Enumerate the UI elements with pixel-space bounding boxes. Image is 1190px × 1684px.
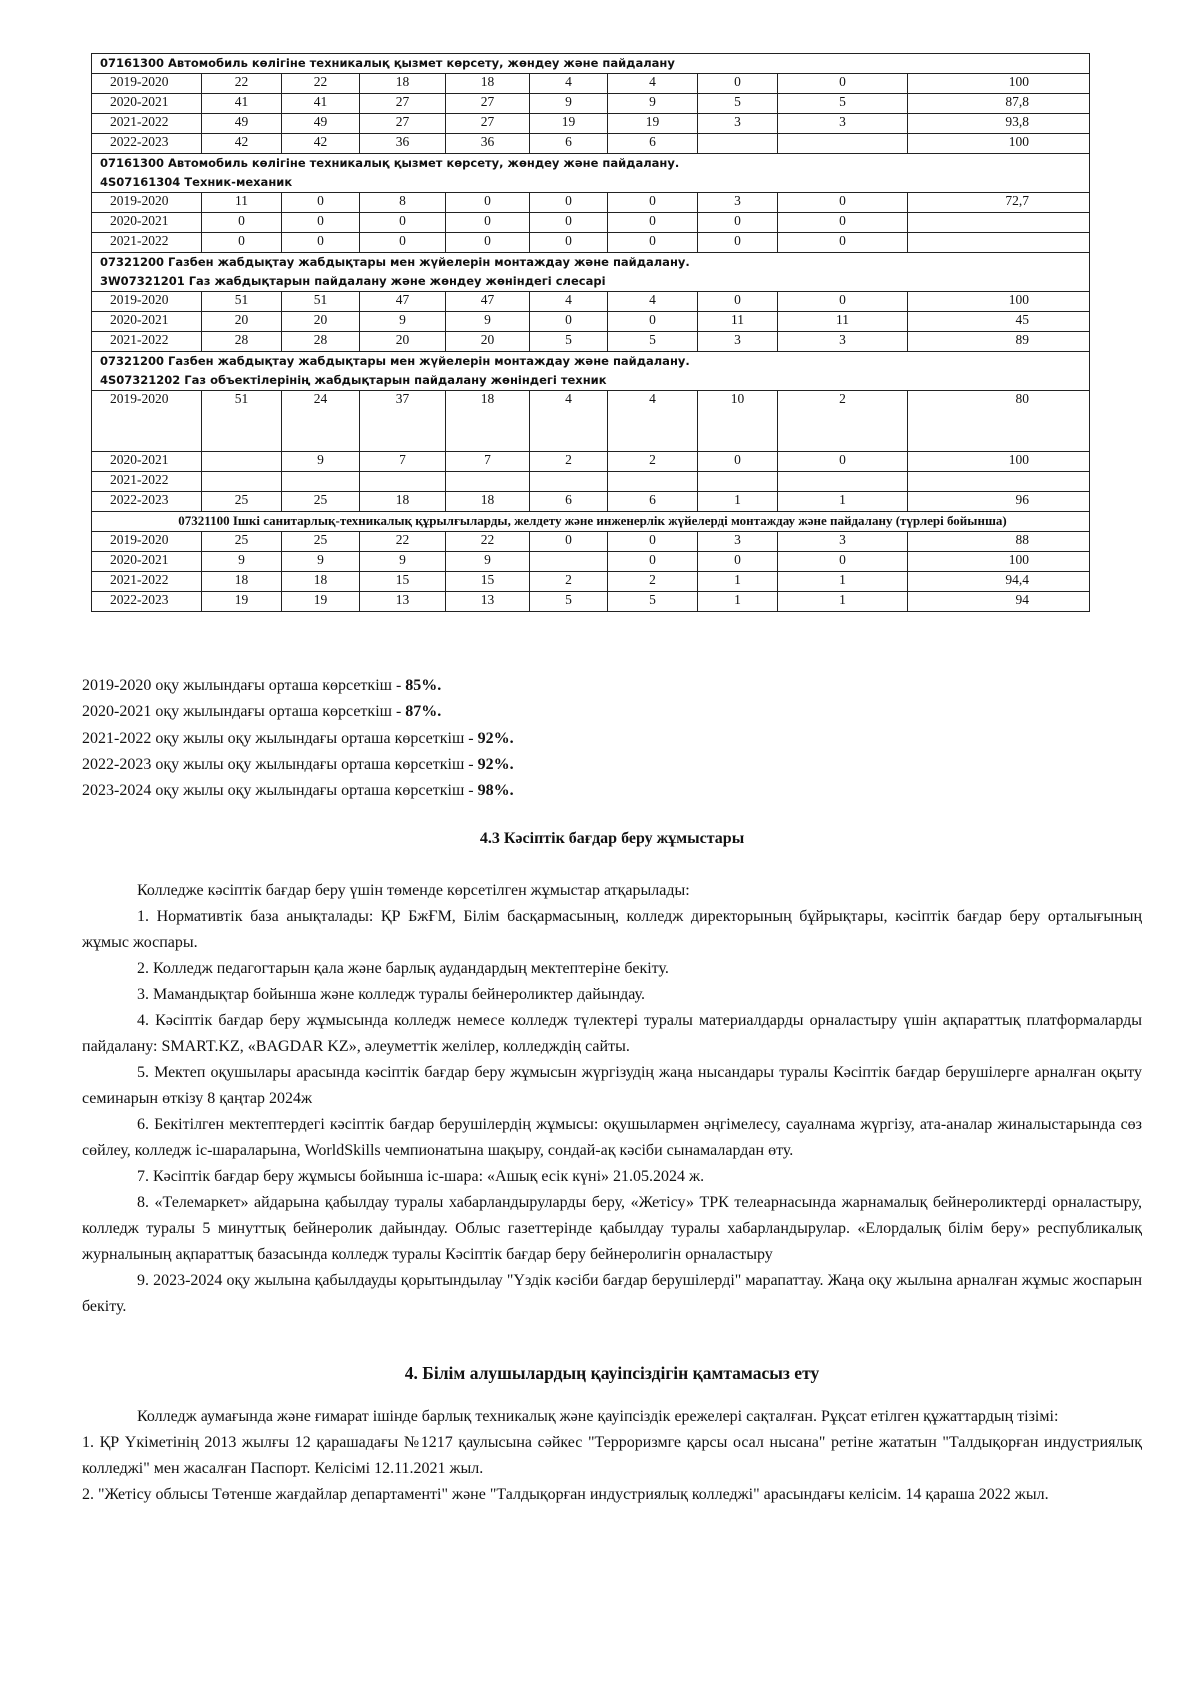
table-cell: 2 bbox=[530, 452, 608, 472]
table-cell: 13 bbox=[360, 592, 446, 612]
table-cell: 3 bbox=[778, 332, 908, 352]
table-cell: 6 bbox=[608, 134, 698, 154]
section-header-row bbox=[92, 253, 1090, 292]
table-cell: 4 bbox=[608, 74, 698, 94]
table-cell: 0 bbox=[282, 233, 360, 253]
table-cell: 94 bbox=[908, 592, 1090, 612]
table-cell: 0 bbox=[698, 292, 778, 312]
table-cell: 18 bbox=[202, 572, 282, 592]
table-cell: 47 bbox=[360, 292, 446, 312]
year-cell: 2022-2023 bbox=[92, 492, 202, 512]
table-cell: 3 bbox=[698, 193, 778, 213]
table-cell: 0 bbox=[446, 233, 530, 253]
table-cell: 100 bbox=[908, 292, 1090, 312]
table-cell: 22 bbox=[446, 532, 530, 552]
year-cell: 2019-2020 bbox=[92, 193, 202, 213]
paragraph: Колледже кәсіптік бағдар беру үшін төменде көрсетілген жұмыстар атқарылады: bbox=[137, 882, 690, 899]
table-cell: 19 bbox=[530, 114, 608, 134]
table-cell: 0 bbox=[778, 193, 908, 213]
table-cell: 80 bbox=[908, 391, 1090, 452]
table-cell: 0 bbox=[608, 312, 698, 332]
table-cell: 0 bbox=[530, 532, 608, 552]
year-cell: 2020-2021 bbox=[92, 452, 202, 472]
table-cell: 19 bbox=[202, 592, 282, 612]
table-row bbox=[92, 532, 1090, 552]
table-row bbox=[92, 472, 1090, 492]
table-row bbox=[92, 292, 1090, 312]
table-cell: 0 bbox=[530, 213, 608, 233]
table-cell: 13 bbox=[446, 592, 530, 612]
table-cell: 20 bbox=[202, 312, 282, 332]
section-title: 4. Білім алушылардың қауіпсіздігін қамтамасыз ету bbox=[404, 1363, 820, 1383]
table-cell: 4 bbox=[608, 292, 698, 312]
table-row bbox=[92, 114, 1090, 134]
table-cell: 11 bbox=[778, 312, 908, 332]
table-cell: 4 bbox=[530, 292, 608, 312]
table-cell bbox=[908, 213, 1090, 233]
table-cell: 0 bbox=[282, 213, 360, 233]
table-cell: 0 bbox=[608, 532, 698, 552]
table-cell: 6 bbox=[530, 492, 608, 512]
table-cell: 2 bbox=[530, 572, 608, 592]
table-cell: 28 bbox=[202, 332, 282, 352]
table-cell: 3 bbox=[698, 532, 778, 552]
section-header-row bbox=[92, 154, 1090, 193]
table-cell: 18 bbox=[446, 74, 530, 94]
table-cell: 41 bbox=[202, 94, 282, 114]
year-cell: 2022-2023 bbox=[92, 134, 202, 154]
table-cell: 0 bbox=[778, 74, 908, 94]
table-cell: 3 bbox=[698, 332, 778, 352]
table-cell: 19 bbox=[282, 592, 360, 612]
year-cell: 2019-2020 bbox=[92, 74, 202, 94]
table-cell: 51 bbox=[202, 391, 282, 452]
table-row bbox=[92, 134, 1090, 154]
table-cell: 45 bbox=[908, 312, 1090, 332]
table-cell: 5 bbox=[778, 94, 908, 114]
section-header bbox=[92, 512, 1090, 532]
table-cell bbox=[778, 134, 908, 154]
year-cell: 2020-2021 bbox=[92, 552, 202, 572]
table-cell: 9 bbox=[446, 312, 530, 332]
table-cell: 100 bbox=[908, 452, 1090, 472]
table-cell: 41 bbox=[282, 94, 360, 114]
section-header-row bbox=[92, 352, 1090, 391]
table-cell: 0 bbox=[608, 552, 698, 572]
table-cell: 0 bbox=[530, 233, 608, 253]
table-cell: 94,4 bbox=[908, 572, 1090, 592]
table-cell: 11 bbox=[202, 193, 282, 213]
table-cell: 0 bbox=[608, 193, 698, 213]
table-cell bbox=[446, 472, 530, 492]
table-cell: 6 bbox=[530, 134, 608, 154]
table-cell: 100 bbox=[908, 552, 1090, 572]
year-cell: 2021-2022 bbox=[92, 472, 202, 492]
table-row bbox=[92, 592, 1090, 612]
body-text bbox=[82, 826, 1142, 1508]
table-cell: 100 bbox=[908, 134, 1090, 154]
table-cell: 96 bbox=[908, 492, 1090, 512]
table-cell: 9 bbox=[282, 452, 360, 472]
year-cell: 2022-2023 bbox=[92, 592, 202, 612]
table-cell: 27 bbox=[360, 94, 446, 114]
table-cell: 51 bbox=[282, 292, 360, 312]
table-row bbox=[92, 213, 1090, 233]
table-row bbox=[92, 332, 1090, 352]
table-cell: 18 bbox=[446, 391, 530, 452]
table-cell: 3 bbox=[778, 532, 908, 552]
table-cell: 22 bbox=[360, 532, 446, 552]
table-row bbox=[92, 312, 1090, 332]
table-cell bbox=[908, 233, 1090, 253]
table-cell: 20 bbox=[446, 332, 530, 352]
table-cell: 18 bbox=[446, 492, 530, 512]
table-row bbox=[92, 492, 1090, 512]
table-cell: 9 bbox=[446, 552, 530, 572]
table-cell: 5 bbox=[530, 332, 608, 352]
table-cell bbox=[530, 472, 608, 492]
table-cell: 20 bbox=[282, 312, 360, 332]
table-cell: 10 bbox=[698, 391, 778, 452]
table-cell: 25 bbox=[202, 492, 282, 512]
section-header-line: 07161300 Автомобиль көлігіне техникалық қызмет көрсету, жөндеу және пайдалану. bbox=[100, 156, 680, 170]
table-cell: 1 bbox=[778, 572, 908, 592]
list-item: 2. "Жетісу облысы Төтенше жағдайлар департаменті" және "Талдықорған индустриялық колледжі" арасындағы келісім. 14 қараша 2022 жыл. bbox=[82, 1486, 1049, 1503]
table-cell: 0 bbox=[282, 193, 360, 213]
year-cell: 2020-2021 bbox=[92, 312, 202, 332]
table-cell: 0 bbox=[202, 233, 282, 253]
year-cell: 2021-2022 bbox=[92, 572, 202, 592]
list-item: 6. Бекітілген мектептердегі кәсіптік бағдар берушілердің жұмысы: оқушылармен әңгімелесу, сауалнама жүргізу, ата-аналар жиналыстарында сөз сөйлеу, колледж іс-шараларына, WorldSkills чемпионатына шақыру, сондай-ақ кәсіби сынамалардан өту. bbox=[82, 1116, 1142, 1159]
table-cell bbox=[698, 134, 778, 154]
table-cell: 11 bbox=[698, 312, 778, 332]
table-cell: 87,8 bbox=[908, 94, 1090, 114]
table-cell: 4 bbox=[608, 391, 698, 452]
list-item: 4. Кәсіптік бағдар беру жұмысында колледж немесе колледж түлектері туралы материалдарды орналастыру үшін ақпараттық платформаларды пайдалану: SMART.KZ, «BAGDAR KZ», әлеуметтік желілер, колледждің сайты. bbox=[82, 1012, 1142, 1055]
table-cell bbox=[360, 472, 446, 492]
year-cell: 2021-2022 bbox=[92, 114, 202, 134]
list-item: 9. 2023-2024 оқу жылына қабылдауды қорытындылау "Үздік кәсіби бағдар берушілерді" марапаттау. Жаңа оқу жылына арналған жұмыс жоспарын бекіту. bbox=[82, 1272, 1142, 1315]
paragraph: Колледж аумағында және ғимарат ішінде барлық техникалық және қауіпсіздік ережелері сақталған. Рұқсат етілген құжаттардың тізімі: bbox=[137, 1408, 1059, 1425]
average-line: 2022-2023 оқу жылы оқу жылындағы орташа көрсеткіш - 92%. bbox=[82, 756, 514, 773]
year-cell: 2019-2020 bbox=[92, 292, 202, 312]
table-cell: 9 bbox=[360, 312, 446, 332]
section-header-line: 07161300 Автомобиль көлігіне техникалық қызмет көрсету, жөндеу және пайдалану bbox=[100, 56, 675, 70]
table-cell: 3 bbox=[698, 114, 778, 134]
average-line: 2020-2021 оқу жылындағы орташа көрсеткіш - 87%. bbox=[82, 703, 442, 720]
table-cell: 42 bbox=[282, 134, 360, 154]
table-cell: 15 bbox=[446, 572, 530, 592]
table-row bbox=[92, 193, 1090, 213]
table-cell: 42 bbox=[202, 134, 282, 154]
table-row bbox=[92, 552, 1090, 572]
table-cell: 88 bbox=[908, 532, 1090, 552]
table-cell: 49 bbox=[282, 114, 360, 134]
year-cell: 2020-2021 bbox=[92, 94, 202, 114]
average-line: 2019-2020 оқу жылындағы орташа көрсеткіш - 85%. bbox=[82, 677, 442, 694]
table-cell: 25 bbox=[202, 532, 282, 552]
table-cell: 0 bbox=[446, 213, 530, 233]
table-cell: 100 bbox=[908, 74, 1090, 94]
list-item: 3. Мамандықтар бойынша және колледж туралы бейнероликтер дайындау. bbox=[137, 986, 645, 1003]
table-cell: 0 bbox=[698, 452, 778, 472]
section-header-line: 07321200 Газбен жабдықтау жабдықтары мен жүйелерін монтаждау және пайдалану. bbox=[100, 255, 690, 269]
list-item: 5. Мектеп оқушылары арасында кәсіптік бағдар беру жұмысын жүргізудің жаңа нысандары туралы Кәсіптік бағдар берушілерге арналған оқыту семинарын өткізу 8 қаңтар 2024ж bbox=[82, 1064, 1142, 1107]
table-cell: 72,7 bbox=[908, 193, 1090, 213]
section-header-line: 07321200 Газбен жабдықтау жабдықтары мен жүйелерін монтаждау және пайдалану. bbox=[100, 354, 690, 368]
year-cell: 2019-2020 bbox=[92, 391, 202, 452]
table-cell: 37 bbox=[360, 391, 446, 452]
table-cell: 1 bbox=[778, 492, 908, 512]
table-cell: 47 bbox=[446, 292, 530, 312]
table-cell: 25 bbox=[282, 492, 360, 512]
section-header-row bbox=[92, 512, 1090, 532]
table-cell: 0 bbox=[778, 213, 908, 233]
year-cell: 2019-2020 bbox=[92, 532, 202, 552]
year-cell: 2021-2022 bbox=[92, 332, 202, 352]
table-cell: 5 bbox=[698, 94, 778, 114]
table-cell: 27 bbox=[446, 94, 530, 114]
table-cell: 27 bbox=[446, 114, 530, 134]
table-cell: 0 bbox=[698, 74, 778, 94]
year-cell: 2021-2022 bbox=[92, 233, 202, 253]
table-cell bbox=[202, 472, 282, 492]
table-cell bbox=[530, 552, 608, 572]
table-row bbox=[92, 94, 1090, 114]
table-cell: 0 bbox=[698, 552, 778, 572]
table-cell: 27 bbox=[360, 114, 446, 134]
list-item: 8. «Телемаркет» айдарына қабылдау туралы хабарландыруларды беру, «Жетісу» ТРК телеарнасында жарнамалық бейнероликтерді орналастыру, колледж туралы 5 минуттық бейнеролик дайындау. Облыс газеттерінде қабылдау туралы хабарландырулар. «Елордалық білім беру» республикалық журналының ақпараттық базасында колледж туралы Кәсіптік бағдар беру бейнеролигін орналастыру bbox=[82, 1194, 1142, 1263]
table-cell: 0 bbox=[778, 452, 908, 472]
table-cell: 19 bbox=[608, 114, 698, 134]
section-header bbox=[92, 352, 1090, 391]
list-item: 7. Кәсіптік бағдар беру жұмысы бойынша іс-шара: «Ашық есік күні» 21.05.2024 ж. bbox=[137, 1168, 705, 1185]
section-header-line: 3W07321201 Газ жабдықтарын пайдалану және жөндеу жөніндегі слесарі bbox=[100, 274, 606, 288]
table-cell: 0 bbox=[778, 233, 908, 253]
table-cell: 24 bbox=[282, 391, 360, 452]
table-cell: 18 bbox=[360, 74, 446, 94]
list-item: 1. ҚР Үкіметінің 2013 жылғы 12 қарашадағы №1217 қаулысына сәйкес "Терроризмге қарсы осал нысана" ретіне жататын "Талдықорған индустриялық колледжі" мен жасалған Паспорт. Келісімі 12.11.2021 жыл. bbox=[82, 1434, 1142, 1477]
table-cell: 0 bbox=[530, 193, 608, 213]
table-cell: 0 bbox=[698, 233, 778, 253]
table-cell: 0 bbox=[446, 193, 530, 213]
table-cell: 0 bbox=[608, 233, 698, 253]
table-cell: 22 bbox=[282, 74, 360, 94]
table-cell: 49 bbox=[202, 114, 282, 134]
table-cell: 89 bbox=[908, 332, 1090, 352]
table-cell: 36 bbox=[360, 134, 446, 154]
table-cell: 25 bbox=[282, 532, 360, 552]
year-cell: 2020-2021 bbox=[92, 213, 202, 233]
results-table bbox=[91, 53, 1090, 612]
table-cell: 5 bbox=[530, 592, 608, 612]
table-cell: 0 bbox=[778, 552, 908, 572]
table-cell: 36 bbox=[446, 134, 530, 154]
table-cell: 20 bbox=[360, 332, 446, 352]
table-cell: 7 bbox=[446, 452, 530, 472]
table-cell bbox=[282, 472, 360, 492]
table-cell bbox=[698, 472, 778, 492]
section-header bbox=[92, 154, 1090, 193]
table-cell: 0 bbox=[778, 292, 908, 312]
table-cell: 18 bbox=[282, 572, 360, 592]
table-cell: 0 bbox=[360, 213, 446, 233]
table-cell: 1 bbox=[698, 492, 778, 512]
table-cell: 1 bbox=[778, 592, 908, 612]
table-row bbox=[92, 572, 1090, 592]
table-cell: 9 bbox=[608, 94, 698, 114]
average-line: 2021-2022 оқу жылы оқу жылындағы орташа көрсеткіш - 92%. bbox=[82, 730, 514, 747]
table-cell: 5 bbox=[608, 332, 698, 352]
average-line: 2023-2024 оқу жылы оқу жылындағы орташа көрсеткіш - 98%. bbox=[82, 782, 514, 799]
table-cell: 7 bbox=[360, 452, 446, 472]
table-cell: 22 bbox=[202, 74, 282, 94]
table-row bbox=[92, 452, 1090, 472]
table-cell: 51 bbox=[202, 292, 282, 312]
table-cell: 2 bbox=[608, 572, 698, 592]
section-header-line: 4S07161304 Техник-механик bbox=[100, 175, 293, 189]
table-cell: 8 bbox=[360, 193, 446, 213]
table-cell: 6 bbox=[608, 492, 698, 512]
table-cell bbox=[202, 452, 282, 472]
table-cell: 93,8 bbox=[908, 114, 1090, 134]
table-row bbox=[92, 391, 1090, 452]
table-cell: 9 bbox=[530, 94, 608, 114]
section-header-row bbox=[92, 54, 1090, 74]
table-cell bbox=[608, 472, 698, 492]
section-header bbox=[92, 54, 1090, 74]
table-cell: 0 bbox=[202, 213, 282, 233]
section-header bbox=[92, 253, 1090, 292]
table-cell: 1 bbox=[698, 592, 778, 612]
table-cell: 18 bbox=[360, 492, 446, 512]
table-cell: 9 bbox=[360, 552, 446, 572]
list-item: 2. Колледж педагогтарын қала және барлық аудандардың мектептеріне бекіту. bbox=[137, 960, 669, 977]
section-header-line: 4S07321202 Газ объектілерінің жабдықтарын пайдалану жөніндегі техник bbox=[100, 373, 607, 387]
table-cell: 9 bbox=[202, 552, 282, 572]
table-cell: 4 bbox=[530, 74, 608, 94]
table-cell: 0 bbox=[360, 233, 446, 253]
table-cell: 2 bbox=[608, 452, 698, 472]
table-cell: 4 bbox=[530, 391, 608, 452]
section-title: 4.3 Кәсіптік бағдар беру жұмыстары bbox=[479, 830, 745, 847]
table-cell: 0 bbox=[530, 312, 608, 332]
table-cell: 1 bbox=[698, 572, 778, 592]
table-cell: 9 bbox=[282, 552, 360, 572]
table-cell: 28 bbox=[282, 332, 360, 352]
table-cell: 2 bbox=[778, 391, 908, 452]
table-cell: 15 bbox=[360, 572, 446, 592]
table-cell: 0 bbox=[608, 213, 698, 233]
table-cell bbox=[778, 472, 908, 492]
section-header-line: 07321100 Ішкі санитарлық-техникалық құрылғыларды, желдету және инженерлік жүйелерді монтаждау және пайдалану (түрлері бойынша) bbox=[178, 513, 1007, 528]
table-cell: 3 bbox=[778, 114, 908, 134]
list-item: 1. Нормативтік база анықталады: ҚР БжҒМ, Білім басқармасының, колледж директорының бұйрықтары, кәсіптік бағдар беру орталығының жұмыс жоспары. bbox=[82, 908, 1142, 951]
table-cell bbox=[908, 472, 1090, 492]
table-row bbox=[92, 74, 1090, 94]
table-row bbox=[92, 233, 1090, 253]
table-cell: 5 bbox=[608, 592, 698, 612]
table-cell: 0 bbox=[698, 213, 778, 233]
